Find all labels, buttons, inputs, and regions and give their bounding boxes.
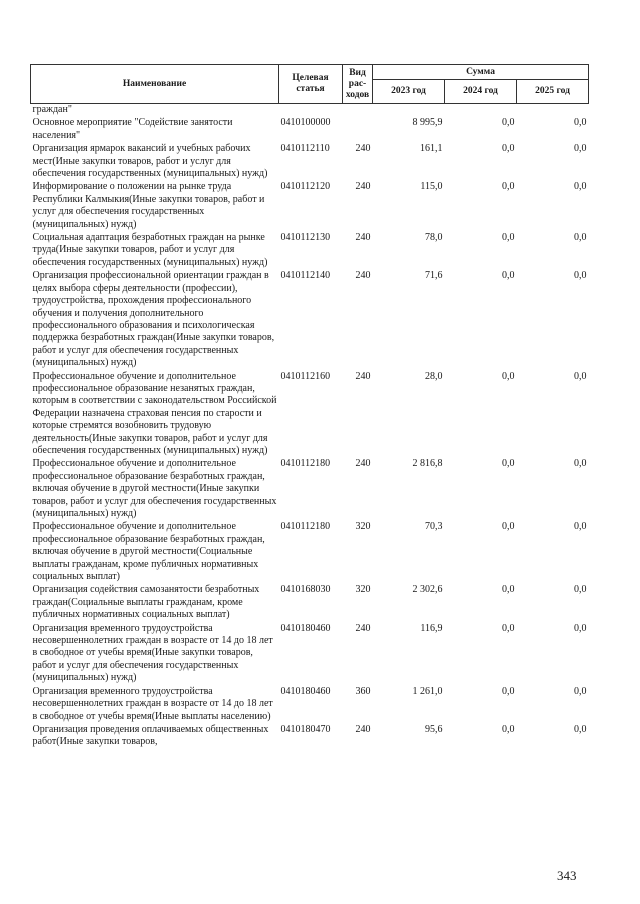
header-target: Целевая статья bbox=[279, 65, 343, 104]
row-target-code: 0410112180 bbox=[280, 521, 331, 533]
row-sum-2023: 161,1 bbox=[420, 143, 443, 155]
table-header bbox=[31, 65, 589, 104]
row-expense-kind: 240 bbox=[355, 458, 371, 470]
row-name: Профессиональное обучение и дополнительное профессиональное образование безработных граждан, включая обучение в другой местности(Иные закупки товаров, работ и услуг для обеспечения государственных (муниципальных) нужд) bbox=[32, 458, 277, 519]
row-name: Организация временного трудоустройства несовершеннолетних граждан в возрасте от 14 до 18 лет в свободное от учебы время(Иные выплаты населению) bbox=[32, 685, 273, 722]
row-sum-2025: 0,0 bbox=[574, 685, 587, 697]
row-name: Информирование о положении на рынке труда Республики Калмыкия(Иные закупки товаров, работ и услуг для обеспечения государственных (муниципальных) нужд) bbox=[32, 181, 265, 230]
row-sum-2024: 0,0 bbox=[502, 370, 515, 382]
row-expense-kind: 240 bbox=[355, 232, 371, 244]
row-expense-kind: 240 bbox=[355, 143, 371, 155]
row-sum-2024 bbox=[445, 104, 517, 117]
table-row bbox=[31, 142, 589, 180]
row-target-code: 0410180460 bbox=[280, 685, 331, 697]
table-row bbox=[31, 520, 589, 583]
row-expense-kind: 240 bbox=[355, 370, 371, 382]
row-sum-2025: 0,0 bbox=[574, 181, 587, 193]
row-sum-2023: 8 995,9 bbox=[412, 117, 443, 129]
row-sum-2025: 0,0 bbox=[574, 622, 587, 634]
row-sum-2023: 70,3 bbox=[425, 521, 443, 533]
table-row bbox=[31, 231, 589, 269]
row-expense-kind bbox=[343, 116, 373, 142]
row-sum-2023: 2 302,6 bbox=[412, 584, 443, 596]
row-sum-2025: 0,0 bbox=[574, 270, 587, 282]
row-expense-kind: 240 bbox=[355, 723, 371, 735]
page-number: 343 bbox=[557, 868, 577, 883]
row-sum-2025: 0,0 bbox=[574, 143, 587, 155]
table-row bbox=[31, 370, 589, 458]
table-row bbox=[31, 116, 589, 142]
row-name: Профессиональное обучение и дополнительное профессиональное образование безработных граждан, включая обучение в другой местности(Социальные выплаты гражданам, кроме публичных нормативных социальных выплат) bbox=[32, 521, 265, 583]
row-sum-2023 bbox=[373, 104, 445, 117]
row-sum-2023: 28,0 bbox=[425, 370, 443, 382]
row-name: Организация содействия самозанятости безработных граждан(Социальные выплаты гражданам, кроме публичных нормативных социальных выплат) bbox=[32, 584, 260, 621]
row-target-code bbox=[279, 104, 343, 117]
row-name: Социальная адаптация безработных граждан на рынке труда(Иные закупки товаров, работ и услуг для обеспечения государственных (муниципальных) нужд) bbox=[32, 232, 268, 268]
row-sum-2024: 0,0 bbox=[502, 584, 515, 596]
row-expense-kind: 320 bbox=[355, 584, 371, 596]
row-sum-2024: 0,0 bbox=[502, 723, 515, 735]
row-sum-2025: 0,0 bbox=[574, 232, 587, 244]
row-expense-kind: 360 bbox=[355, 685, 371, 697]
row-sum-2024: 0,0 bbox=[502, 521, 515, 533]
row-expense-kind: 240 bbox=[355, 270, 371, 282]
header-2025: 2025 год bbox=[517, 80, 589, 104]
row-target-code: 0410112140 bbox=[280, 270, 331, 282]
row-name: граждан" bbox=[32, 104, 72, 115]
row-sum-2025: 0,0 bbox=[574, 584, 587, 596]
row-sum-2025 bbox=[517, 104, 589, 117]
table-row bbox=[31, 723, 589, 749]
row-sum-2025: 0,0 bbox=[574, 117, 587, 129]
table-row bbox=[31, 583, 589, 621]
table-row bbox=[31, 685, 589, 723]
table-row bbox=[31, 180, 589, 231]
table-row bbox=[31, 622, 589, 685]
row-sum-2025: 0,0 bbox=[574, 521, 587, 533]
row-target-code: 0410180460 bbox=[280, 622, 331, 634]
row-sum-2023: 115,0 bbox=[420, 181, 443, 193]
row-expense-kind: 240 bbox=[355, 181, 371, 193]
table-row bbox=[31, 457, 589, 520]
row-name: Профессиональное обучение и дополнительное профессиональное образование незанятых граждан, которым в соответствии с законодательством Российской Федерации назначена страховая пенсия по старости и которые стремятся возобновить трудовую деятельность(Иные закупки товаров, работ и услуг для обеспечения государственных (муниципальных) нужд) bbox=[32, 370, 277, 456]
row-name: Организация проведения оплачиваемых общественных работ(Иные закупки товаров, bbox=[32, 723, 269, 748]
header-2024: 2024 год bbox=[445, 80, 517, 104]
table-row bbox=[31, 104, 589, 117]
row-target-code: 0410112180 bbox=[280, 458, 331, 470]
row-sum-2024: 0,0 bbox=[502, 458, 515, 470]
row-sum-2024: 0,0 bbox=[502, 685, 515, 697]
row-target-code: 0410112160 bbox=[280, 370, 331, 382]
row-expense-kind bbox=[343, 104, 373, 117]
row-sum-2024: 0,0 bbox=[502, 622, 515, 634]
row-sum-2023: 78,0 bbox=[425, 232, 443, 244]
row-name: Основное мероприятие "Содействие занятости населения" bbox=[32, 117, 233, 141]
table-body bbox=[31, 104, 589, 749]
row-sum-2024: 0,0 bbox=[502, 117, 515, 129]
row-expense-kind: 320 bbox=[355, 521, 371, 533]
table-row bbox=[31, 269, 589, 369]
row-target-code: 0410100000 bbox=[280, 117, 331, 129]
row-sum-2025: 0,0 bbox=[574, 723, 587, 735]
header-name: Наименование bbox=[31, 65, 279, 104]
row-target-code: 0410168030 bbox=[280, 584, 331, 596]
row-sum-2023: 71,6 bbox=[425, 270, 443, 282]
row-sum-2023: 95,6 bbox=[425, 723, 443, 735]
row-target-code: 0410112120 bbox=[280, 181, 331, 193]
header-2023: 2023 год bbox=[373, 80, 445, 104]
row-sum-2024: 0,0 bbox=[502, 181, 515, 193]
row-name: Организация профессиональной ориентации граждан в целях выбора сферы деятельности (профессии), трудоустройства, прохождения профессионального обучения и получения дополнительного профессионального образования и психологическая поддержка безработных граждан(Иные закупки товаров, работ и услуг для обеспечения государственных (муниципальных) нужд) bbox=[32, 270, 275, 369]
row-sum-2024: 0,0 bbox=[502, 232, 515, 244]
row-expense-kind: 240 bbox=[355, 622, 371, 634]
row-target-code: 0410112110 bbox=[280, 143, 330, 155]
header-kind: Вид рас-ходов bbox=[343, 65, 373, 104]
row-target-code: 0410180470 bbox=[280, 723, 331, 735]
row-name: Организация ярмарок вакансий и учебных рабочих мест(Иные закупки товаров, работ и услуг для обеспечения государственных (муниципальных) нужд) bbox=[32, 143, 268, 180]
row-sum-2024: 0,0 bbox=[502, 143, 515, 155]
row-name: Организация временного трудоустройства несовершеннолетних граждан в возрасте от 14 до 18 лет в свободное от учебы время(Иные закупки товаров, работ и услуг для обеспечения государственных (муниципальных) нужд) bbox=[32, 622, 273, 684]
row-sum-2025: 0,0 bbox=[574, 370, 587, 382]
row-sum-2023: 1 261,0 bbox=[412, 685, 443, 697]
row-sum-2023: 116,9 bbox=[420, 622, 443, 634]
header-sum: Сумма bbox=[373, 65, 589, 80]
budget-table bbox=[30, 64, 589, 749]
row-sum-2025: 0,0 bbox=[574, 458, 587, 470]
row-sum-2024: 0,0 bbox=[502, 270, 515, 282]
row-sum-2023: 2 816,8 bbox=[412, 458, 443, 470]
row-target-code: 0410112130 bbox=[280, 232, 331, 244]
